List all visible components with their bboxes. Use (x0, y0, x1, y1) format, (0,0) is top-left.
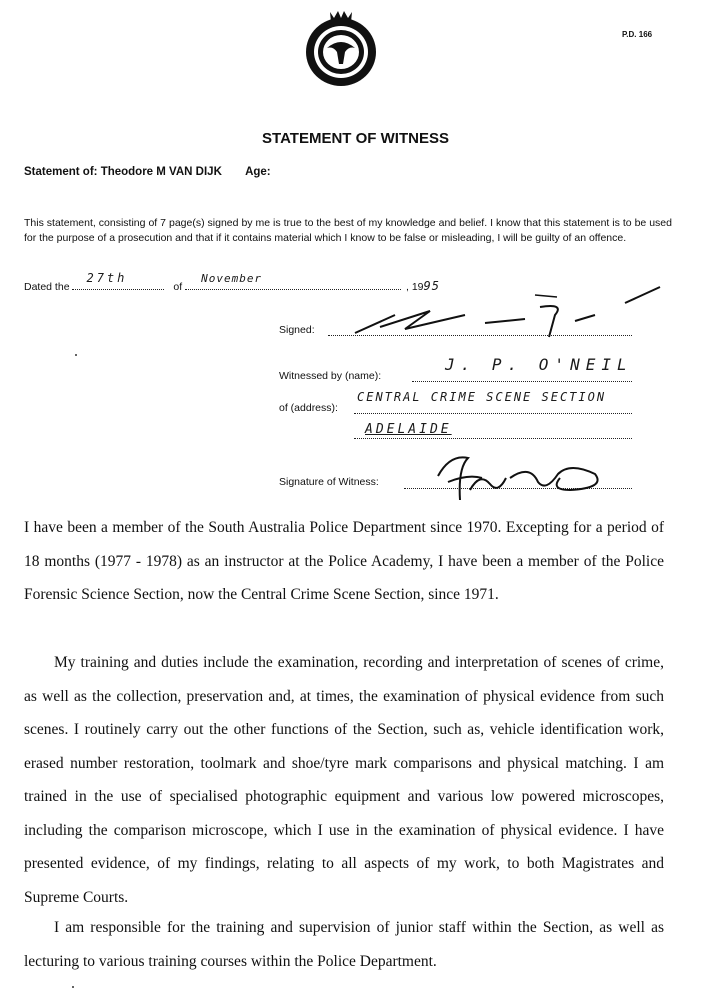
statement-line (24, 166, 271, 178)
body-paragraph-2: My training and duties include the examination, recording and interpretation of scenes of crime, as well as the collection, preservation and, at times, the examination of physical evidence from such scenes. I routinely carry out the other functions of the Section, such as, vehicle identification work, erased number restoration, toolmark and shoe/tyre mark comparisons and physical matching. I am trained in the use of specialised photographic equipment and various low powered microscopes, including the comparison microscope, which I use in the examination of physical evidence. I have presented evidence, of my findings, relating to all aspects of my work, to both Magistrates and Supreme Courts. (24, 654, 664, 906)
body-paragraph-3: I am responsible for the training and supervision of junior staff within the Section, as well as lecturing to various training courses within the Police Department. (24, 919, 664, 970)
deponent-signature-icon (335, 285, 665, 345)
address-line-2 (354, 438, 632, 439)
scan-speck (75, 354, 77, 356)
dated-the-label: Dated the (24, 281, 70, 293)
page-title: STATEMENT OF WITNESS (262, 130, 449, 147)
statement-of-label: Statement of: (24, 166, 98, 178)
address-line-1 (354, 413, 632, 414)
dated-line: Dated the 27th of November , 1995 (24, 271, 440, 293)
declaration-text: This statement, consisting of 7 page(s) signed by me is true to the best of my knowledge and belief. I know that this statement is to be used for the purpose of a prosecution and that if it contains material which I know to be false or misleading, I will be guilty of an offence. (24, 217, 672, 244)
address-label: of (address): (279, 402, 338, 414)
signed-label: Signed: (279, 324, 315, 336)
address-value-1: CENTRAL CRIME SCENE SECTION (357, 390, 607, 404)
witnessed-by-value: J. P. O'NEIL (445, 355, 633, 374)
scan-speck (72, 986, 74, 988)
witnessed-by-label: Witnessed by (name): (279, 370, 382, 382)
witness-name: Theodore M VAN DIJK (100, 166, 222, 178)
form-number: P.D. 166 (622, 30, 653, 39)
signature-of-witness-label: Signature of Witness: (279, 476, 379, 488)
witness-signature-icon (420, 448, 610, 506)
address-value-2: ADELAIDE (365, 422, 452, 437)
of-label: of (173, 281, 183, 293)
year-prefix: 19 (411, 281, 424, 293)
body-paragraph-1: I have been a member of the South Australia Police Department since 1970. Excepting for a period of 18 months (1977 - 1978) as an instructor at the Police Academy, I have been a member of the Police Forensic Science Section, now the Central Crime Scene Section, since 1971. (24, 519, 664, 603)
police-crest-icon (303, 6, 379, 88)
witnessed-by-line (412, 381, 632, 382)
month-value: November (201, 272, 263, 285)
age-label: Age: (245, 166, 271, 178)
year-suffix: 95 (423, 279, 440, 293)
day-field (72, 271, 164, 290)
day-value: 27th (86, 271, 128, 285)
